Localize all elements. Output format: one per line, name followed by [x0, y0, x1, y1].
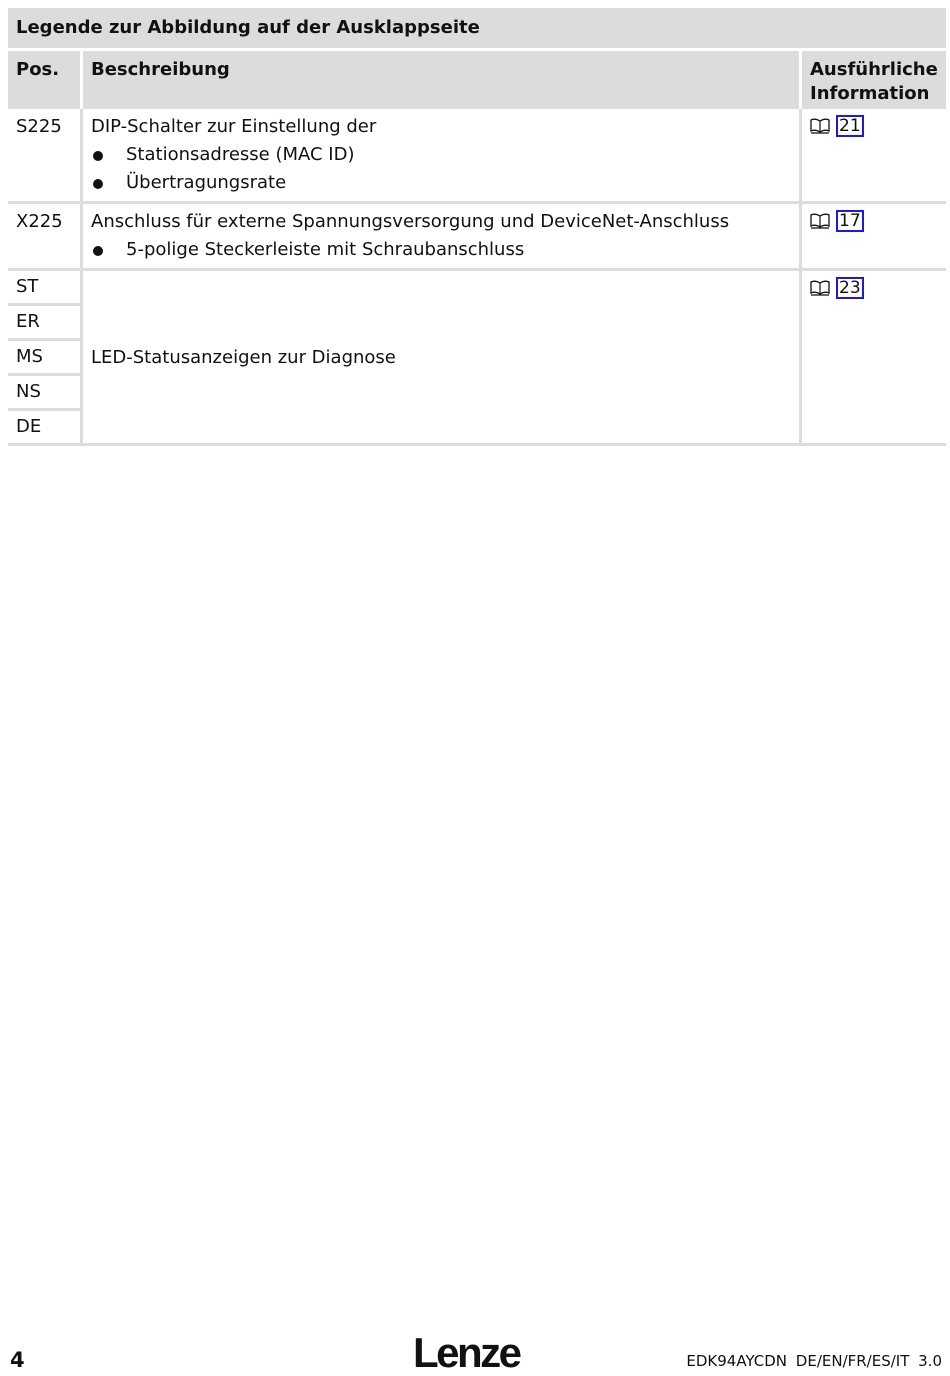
row-pos: MS — [8, 341, 83, 376]
bullet-list — [91, 141, 791, 197]
document-id: EDK94AYCDN DE/EN/FR/ES/IT 3.0 — [686, 1352, 942, 1370]
row-description-text: Anschluss für externe Spannungsversorgung und DeviceNet-Anschluss — [91, 211, 730, 232]
legend-title-row — [8, 8, 946, 51]
bullet-item: 5-polige Steckerleiste mit Schraubanschluss — [91, 236, 791, 264]
header-info — [802, 51, 946, 109]
bullet-list — [91, 236, 791, 264]
row-info — [802, 109, 946, 204]
header-pos: Pos. — [8, 51, 83, 109]
page-reference — [810, 277, 864, 299]
row-pos: ER — [8, 306, 83, 341]
table-row — [8, 271, 946, 306]
row-pos: X225 — [8, 204, 83, 271]
page-link[interactable]: 17 — [836, 210, 864, 232]
legend-header-row — [8, 51, 946, 109]
bullet-item: Übertragungsrate — [91, 169, 791, 197]
book-icon — [810, 118, 830, 134]
page-reference — [810, 115, 864, 137]
legend-table — [8, 8, 946, 446]
row-info — [802, 204, 946, 271]
table-row — [8, 109, 946, 204]
bullet-item: Stationsadresse (MAC ID) — [91, 141, 791, 169]
row-pos: ST — [8, 271, 83, 306]
header-description: Beschreibung — [83, 51, 802, 109]
page-footer — [8, 1330, 942, 1374]
legend-title: Legende zur Abbildung auf der Ausklappseite — [8, 8, 946, 51]
row-pos: DE — [8, 411, 83, 446]
table-row — [8, 204, 946, 271]
header-info-line1: Ausführliche — [810, 59, 938, 80]
page-number: 4 — [10, 1348, 25, 1372]
page-link[interactable]: 21 — [836, 115, 864, 137]
row-description: LED-Statusanzeigen zur Diagnose — [83, 271, 802, 446]
row-pos: S225 — [8, 109, 83, 204]
page-link[interactable]: 23 — [836, 277, 864, 299]
header-info-line2: Information — [810, 83, 930, 104]
row-info — [802, 271, 946, 446]
row-description — [83, 109, 802, 204]
page-reference — [810, 210, 864, 232]
lenze-logo: Lenze — [413, 1329, 520, 1376]
row-pos: NS — [8, 376, 83, 411]
book-icon — [810, 280, 830, 296]
row-description — [83, 204, 802, 271]
book-icon — [810, 213, 830, 229]
row-description-text: DIP-Schalter zur Einstellung der — [91, 116, 377, 137]
